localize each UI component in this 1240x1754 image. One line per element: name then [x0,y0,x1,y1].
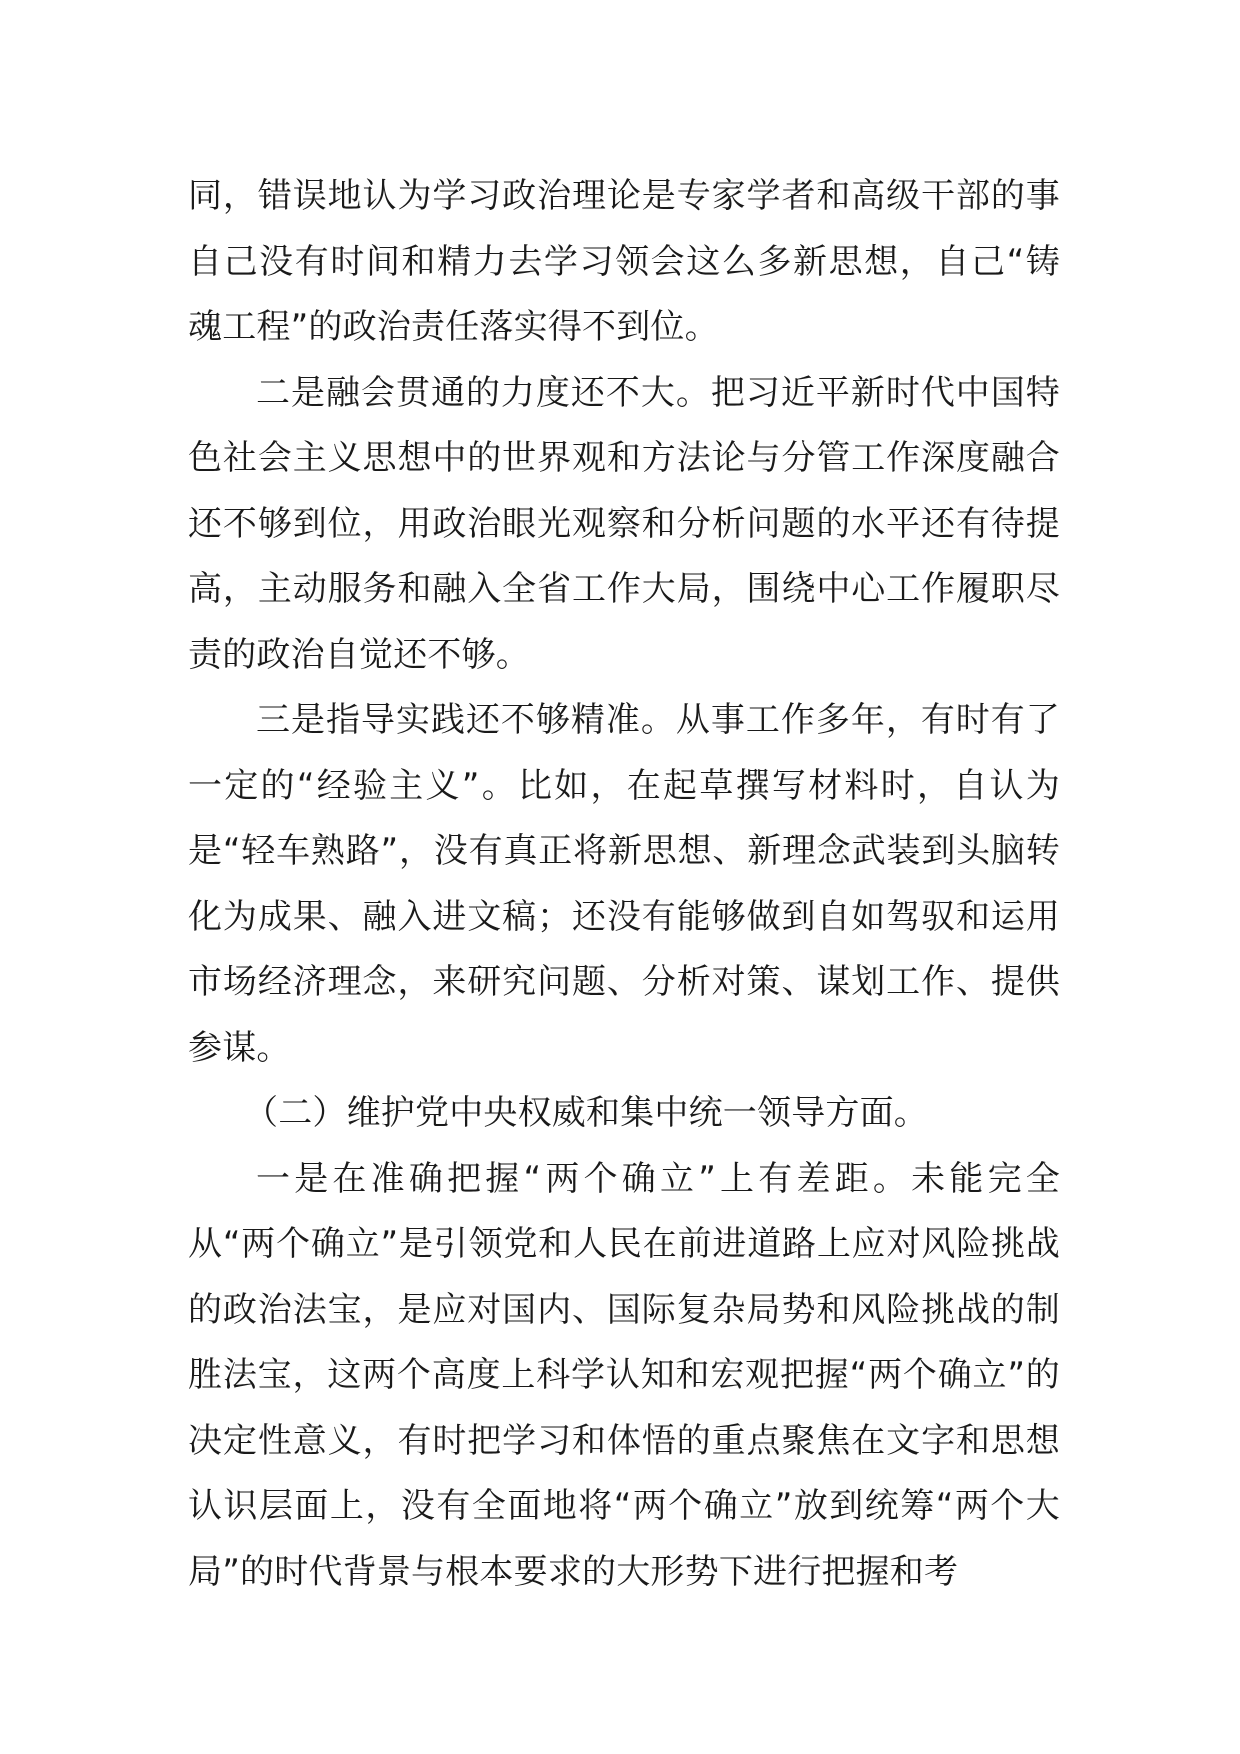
paragraph-point-three: 三是指导实践还不够精准。从事工作多年，有时有了一定的“经验主义”。比如，在起草撰写材料时，自认为是“轻车熟路”，没有真正将新思想、新理念武装到头脑转化为成果、融入进文稿；还没有能够做到自如驾驭和运用市场经济理念，来研究问题、分析对策、谋划工作、提供参谋。 [188,700,1060,1068]
section-heading: （二）维护党中央权威和集中统一领导方面。 [244,1093,928,1133]
document-page [188,164,1060,1605]
paragraph-point-one: 一是在准确把握“两个确立”上有差距。未能完全从“两个确立”是引领党和人民在前进道路上应对风险挑战的政治法宝，是应对国内、国际复杂局势和风险挑战的制胜法宝，这两个高度上科学认知和宏观把握“两个确立”的决定性意义，有时把学习和体悟的重点聚焦在文字和思想认识层面上，没有全面地将“两个确立”放到统筹“两个大局”的时代背景与根本要求的大形势下进行把握和考 [188,1158,1060,1592]
paragraph-point-two: 二是融会贯通的力度还不大。把习近平新时代中国特色社会主义思想中的世界观和方法论与分管工作深度融合还不够到位，用政治眼光观察和分析问题的水平还有待提高，主动服务和融入全省工作大局，围绕中心工作履职尽责的政治自觉还不够。 [188,372,1060,675]
paragraph-continuation: 同，错误地认为学习政治理论是专家学者和高级干部的事自己没有时间和精力去学习领会这么多新思想，自己“铸魂工程”的政治责任落实得不到位。 [188,176,1060,347]
